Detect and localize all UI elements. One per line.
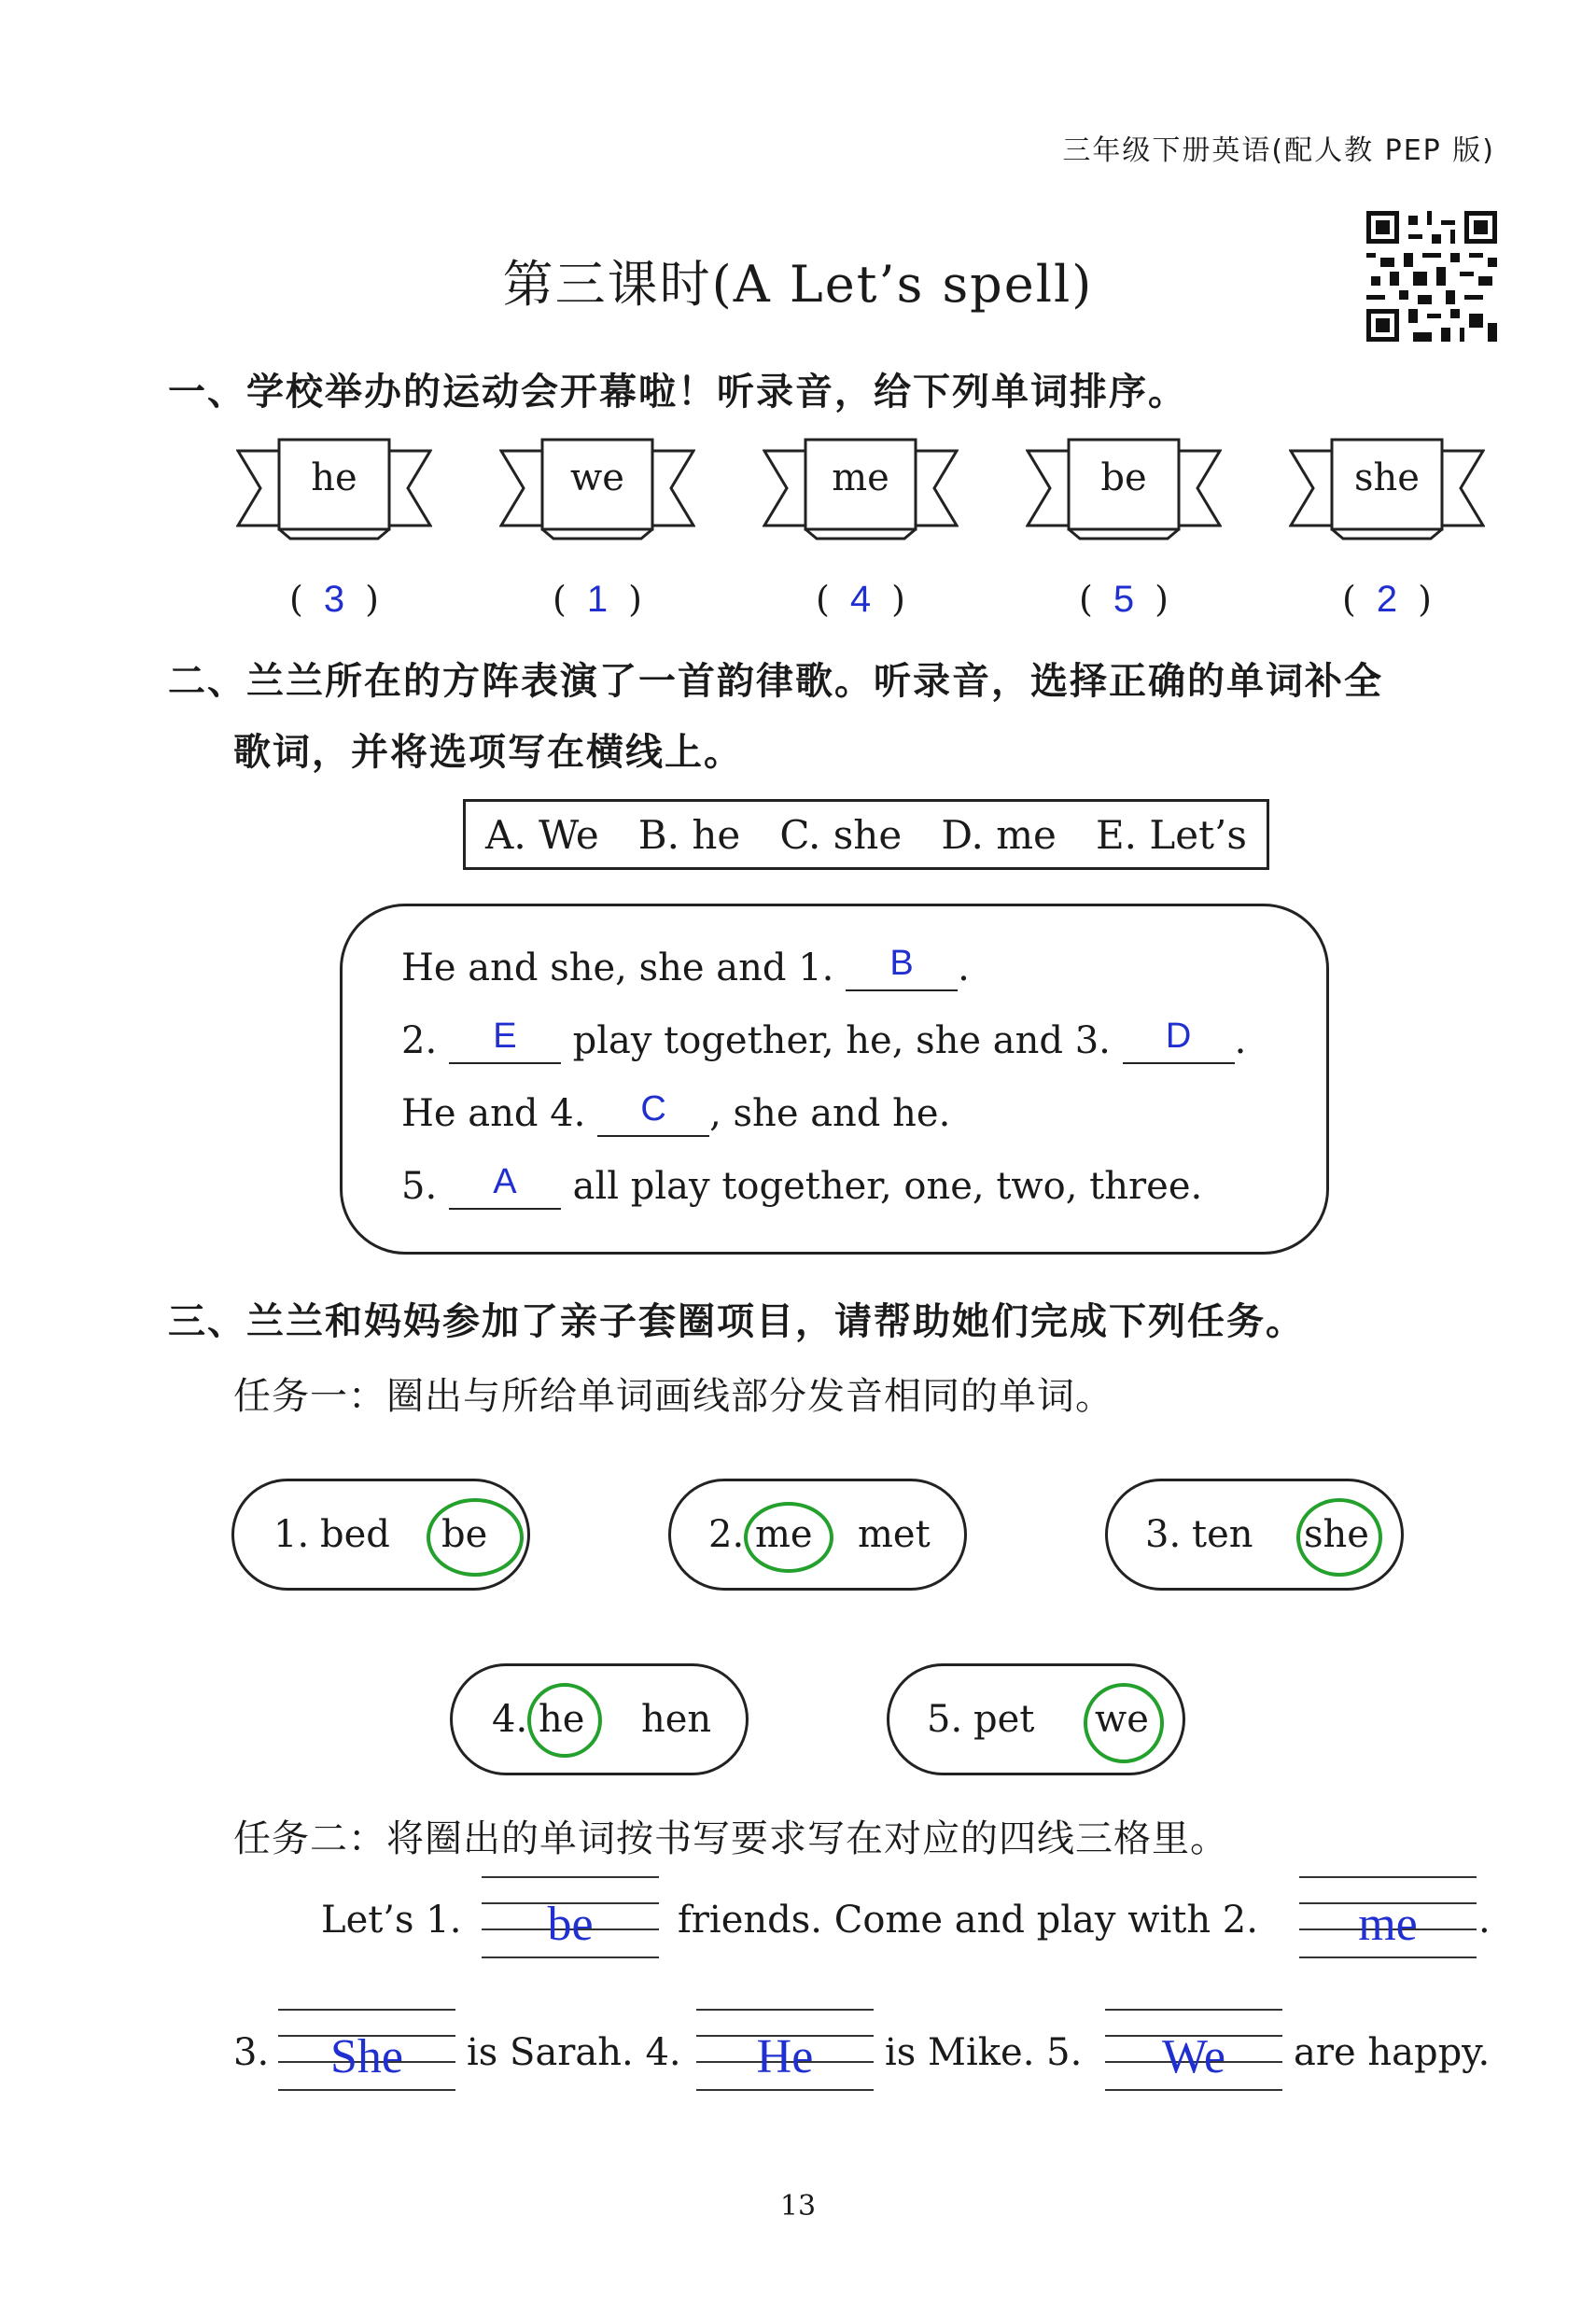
song-line-2: 2. E play together, he, she and 3. D . [401, 1017, 1247, 1062]
ring-pair-4: 4. he hen [450, 1663, 749, 1775]
sentence-2-part-b: is Mike. 5. [885, 2031, 1083, 2074]
answer-circle[interactable] [1084, 1683, 1164, 1763]
banner-word: she [1354, 456, 1420, 499]
banner-word: me [832, 456, 889, 499]
sentence-2-part-a: is Sarah. 4. [467, 2031, 681, 2074]
sentence-1-end: . [1478, 1899, 1491, 1942]
option-c: C. she [779, 811, 903, 858]
order-answer-3: ( 4 ) [816, 579, 905, 620]
ring-pair-5: 5. pet we [887, 1663, 1185, 1775]
option-e: E. Let’s [1095, 811, 1247, 858]
blank-1[interactable]: B [846, 947, 958, 991]
song-line-3: He and 4. C , she and he. [401, 1089, 951, 1135]
order-answer-1: ( 3 ) [289, 579, 379, 620]
writing-grid-4[interactable]: He [696, 2009, 874, 2091]
part2-heading: 二、兰兰所在的方阵表演了一首韵律歌。听录音，选择正确的单词补全 [168, 660, 1383, 703]
option-a: A. We [485, 811, 599, 858]
blank-5[interactable]: A [449, 1165, 561, 1210]
ring-pair-3: 3. ten she [1105, 1479, 1404, 1591]
order-answer-4: ( 5 ) [1079, 579, 1169, 620]
banner-word: be [1100, 456, 1147, 499]
order-answer-2: ( 1 ) [553, 579, 642, 620]
sentence-2-number: 3. [233, 2031, 270, 2074]
option-d: D. me [941, 811, 1057, 858]
writing-grid-1[interactable]: be [482, 1876, 659, 1958]
writing-grid-5[interactable]: We [1105, 2009, 1282, 2091]
sentence-1-middle: friends. Come and play with 2. [678, 1899, 1258, 1942]
ring-pair-1: 1. bed be [231, 1479, 530, 1591]
part2-heading-cont: 歌词，并将选项写在横线上。 [233, 731, 743, 774]
options-box [463, 799, 1269, 870]
blank-4[interactable]: C [597, 1092, 709, 1137]
order-answer-5: ( 2 ) [1342, 579, 1432, 620]
answer-circle[interactable] [1296, 1498, 1382, 1577]
sentence-2-part-c: are happy. [1294, 2031, 1491, 2074]
task1-instruction: 任务一：圈出与所给单词画线部分发音相同的单词。 [233, 1375, 1113, 1418]
sentence-1-start: Let’s 1. [321, 1899, 462, 1942]
writing-grid-2[interactable]: me [1299, 1876, 1477, 1958]
option-b: B. he [637, 811, 741, 858]
answer-circle[interactable] [427, 1498, 524, 1577]
part3-heading: 三、兰兰和妈妈参加了亲子套圈项目，请帮助她们完成下列任务。 [168, 1300, 1305, 1343]
lesson-title: 第三课时(A Let’s spell) [502, 255, 1094, 314]
banner-word: he [311, 456, 357, 499]
banner-he [236, 434, 432, 546]
blank-2[interactable]: E [449, 1019, 561, 1064]
task2-instruction: 任务二：将圈出的单词按书写要求写在对应的四线三格里。 [233, 1817, 1228, 1860]
blank-3[interactable]: D [1123, 1019, 1235, 1064]
song-line-1: He and she, she and 1. B . [401, 944, 970, 989]
banner-word: we [570, 456, 624, 499]
answer-circle[interactable] [744, 1502, 833, 1573]
page-number: 13 [779, 2190, 817, 2223]
part1-heading: 一、学校举办的运动会开幕啦！听录音，给下列单词排序。 [168, 371, 1187, 414]
book-header: 三年级下册英语(配人教 PEP 版) [1062, 134, 1495, 167]
answer-circle[interactable] [527, 1683, 602, 1758]
banner-she [1289, 434, 1485, 546]
banner-be [1026, 434, 1222, 546]
ring-pair-2: 2. me met [668, 1479, 967, 1591]
banner-we [499, 434, 695, 546]
banner-me [763, 434, 959, 546]
writing-grid-3[interactable]: She [278, 2009, 455, 2091]
song-line-4: 5. A all play together, one, two, three. [401, 1162, 1203, 1208]
